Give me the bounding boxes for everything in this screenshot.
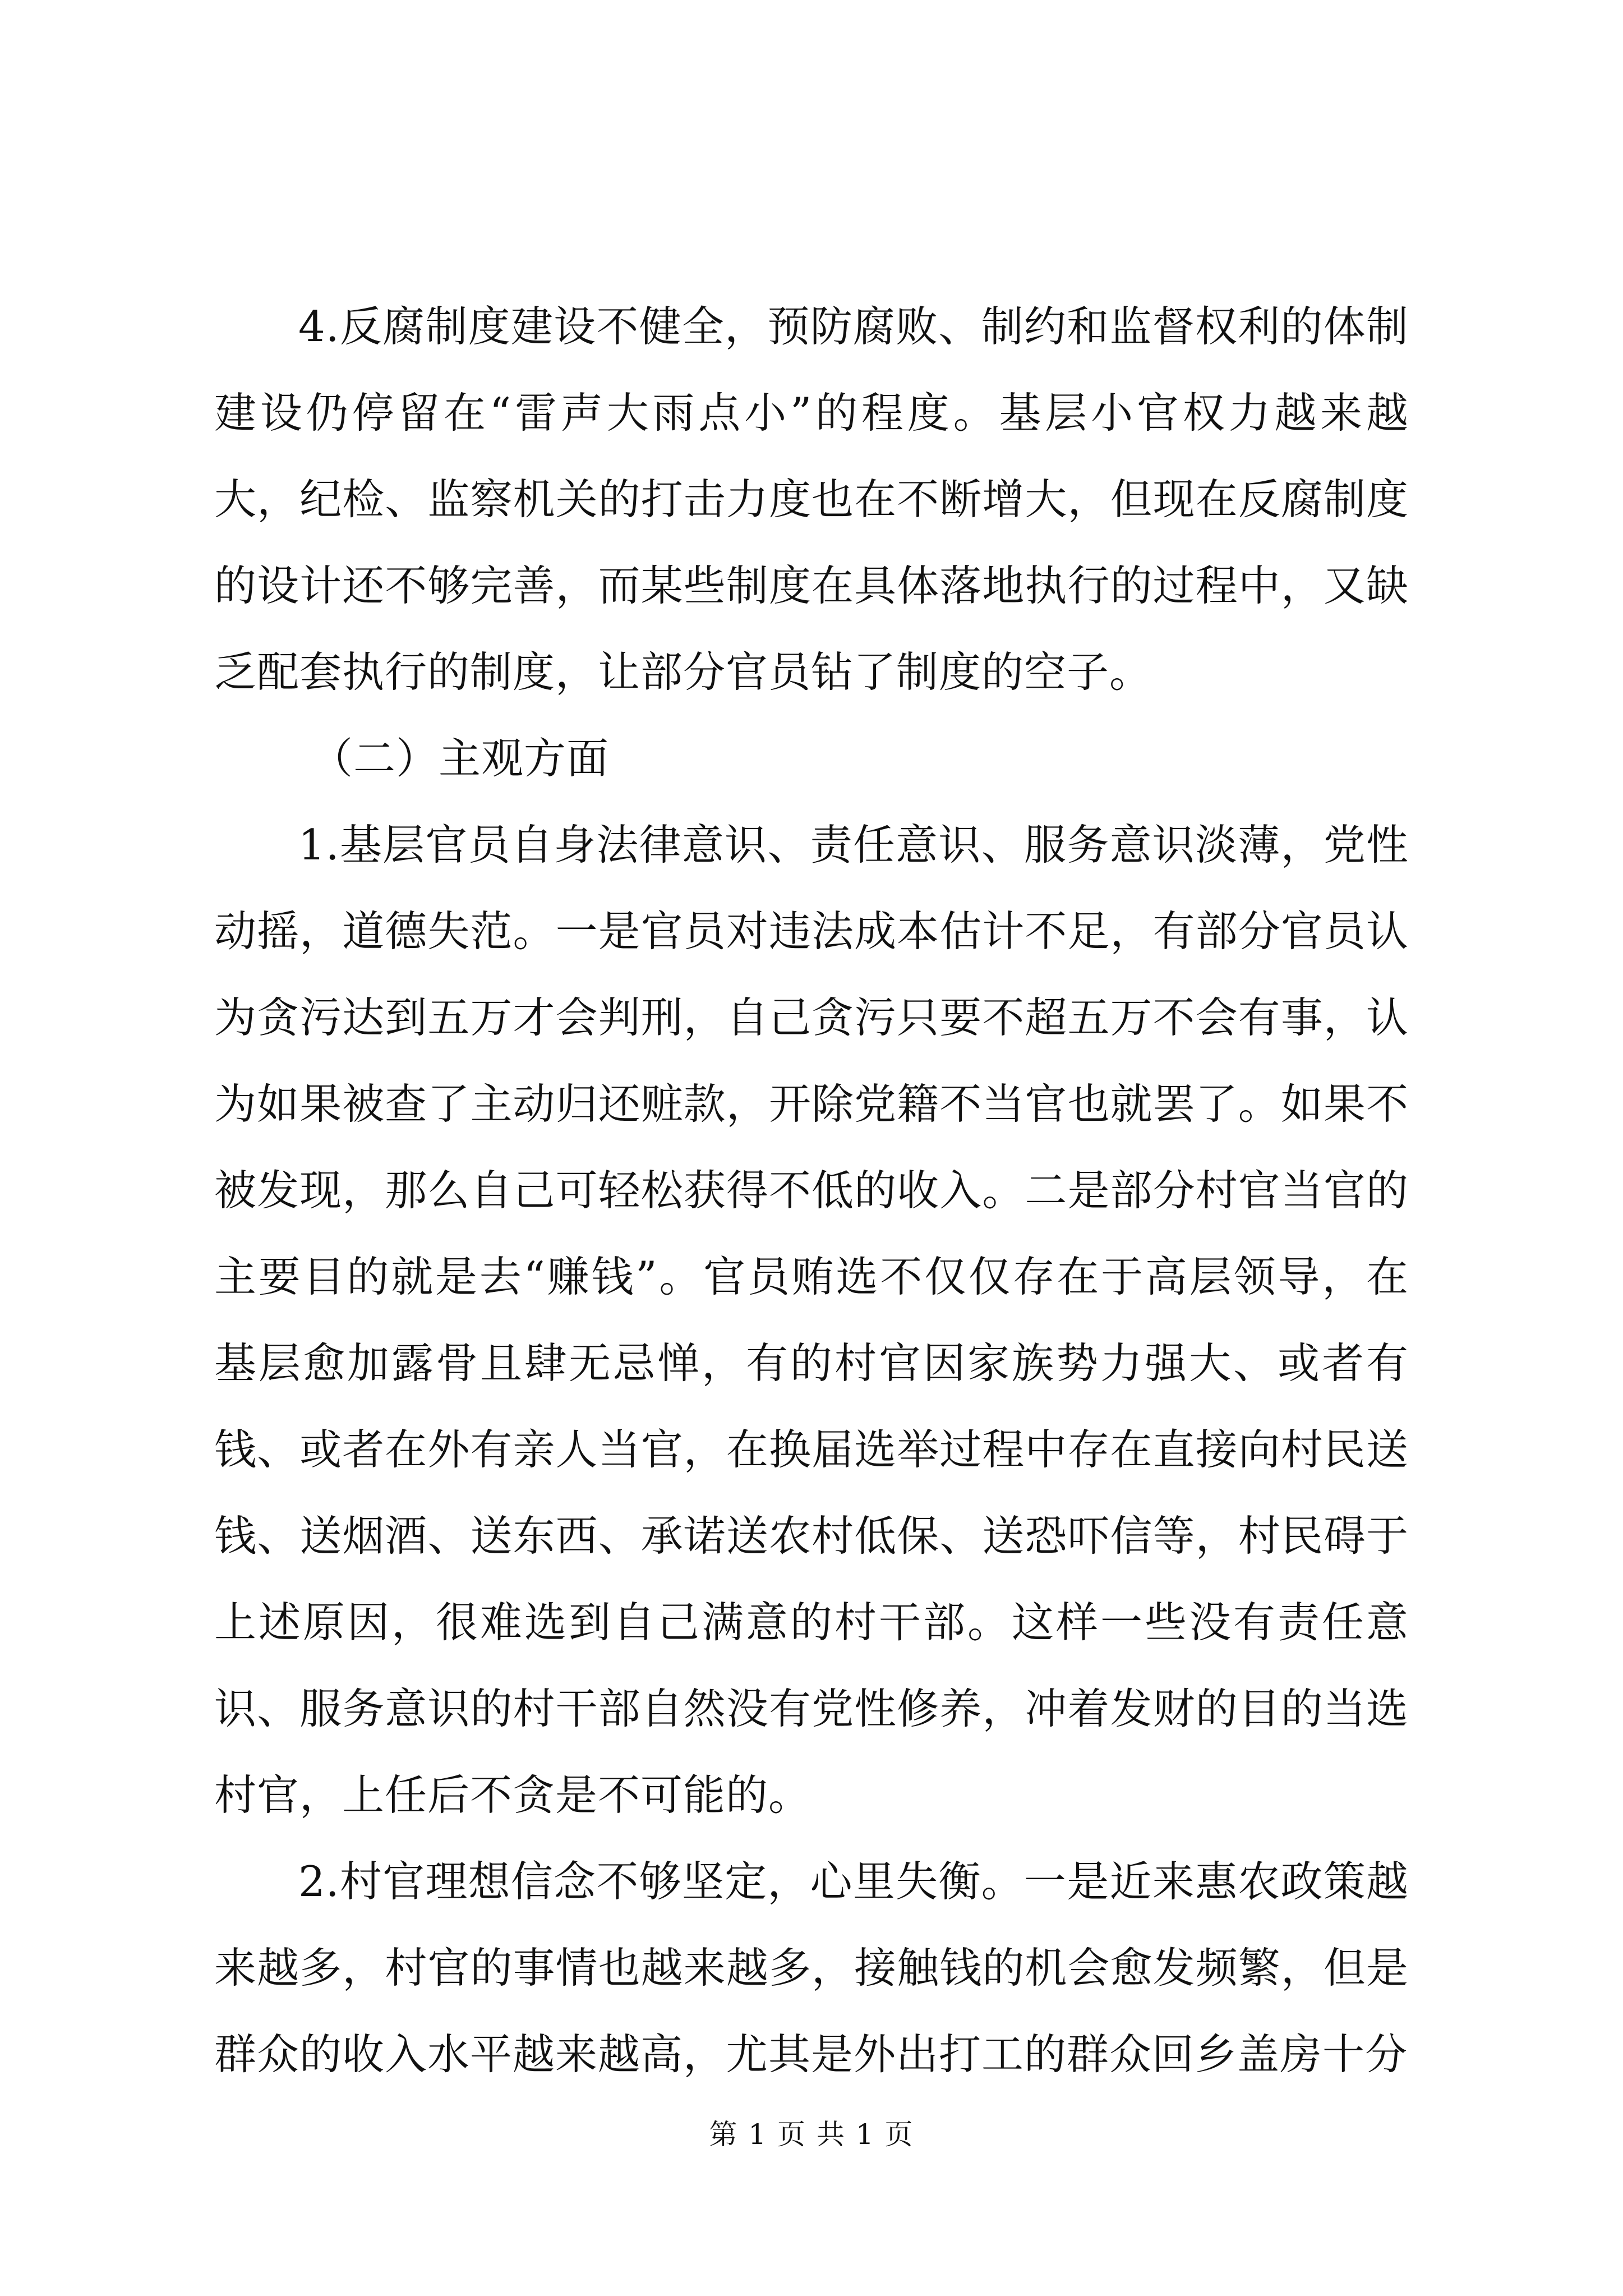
- paragraph-ideals-beliefs: 2.村官理想信念不够坚定，心里失衡。一是近来惠农政策越来越多，村官的事情也越来越多，接触钱的机会愈发频繁，但是群众的收入水平越来越高，尤其是外出打工的群众回乡盖房十分: [214, 1857, 1409, 2079]
- document-body: [214, 283, 1409, 2097]
- paragraph-anti-corruption-system: 4.反腐制度建设不健全，预防腐败、制约和监督权利的体制建设仍停留在“雷声大雨点小”的程度。基层小官权力越来越大，纪检、监察机关的打击力度也在不断增大，但现在反腐制度的设计还不够完善，而某些制度在具体落地执行的过程中，又缺乏配套执行的制度，让部分官员钻了制度的空子。: [214, 302, 1409, 697]
- section-heading-subjective: （二）主观方面: [311, 734, 610, 783]
- page-footer: 第 1 页 共 1 页: [709, 2118, 914, 2151]
- paragraph-legal-awareness: 1.基层官员自身法律意识、责任意识、服务意识淡薄，党性动摇，道德失范。一是官员对违法成本估计不足，有部分官员认为贪污达到五万才会判刑，自己贪污只要不超五万不会有事，认为如果被查了主动归还赃款，开除党籍不当官也就罢了。如果不被发现，那么自己可轻松获得不低的收入。二是部分村官当官的主要目的就是去“赚钱”。官员贿选不仅仅存在于高层领导，在基层愈加露骨且肆无忌惮，有的村官因家族势力强大、或者有钱、或者在外有亲人当官，在换届选举过程中存在直接向村民送钱、送烟酒、送东西、承诺送农村低保、送恐吓信等，村民碍于上述原因，很难选到自己满意的村干部。这样一些没有责任意识、服务意识的村干部自然没有党性修养，冲着发财的目的当选村官，上任后不贪是不可能的。: [214, 820, 1409, 1820]
